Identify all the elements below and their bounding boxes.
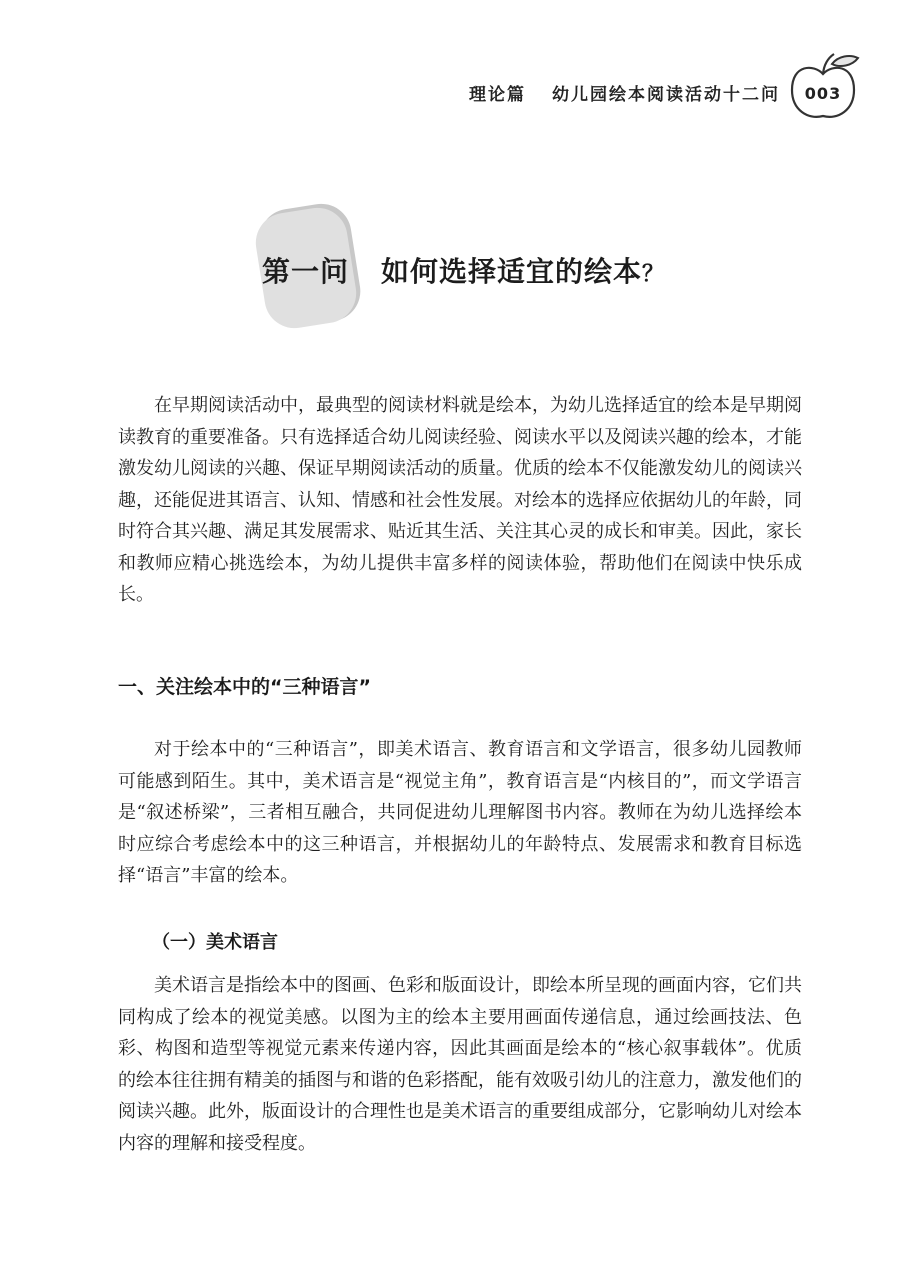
page-number: 003 <box>804 84 842 103</box>
chapter-number: 第一问 <box>262 255 350 288</box>
intro-paragraph: 在早期阅读活动中，最典型的阅读材料就是绘本，为幼儿选择适宜的绘本是早期阅读教育的重要准备。只有选择适合幼儿阅读经验、阅读水平以及阅读兴趣的绘本，才能激发幼儿阅读的兴趣、保证早期阅读活动的质量。优质的绘本不仅能激发幼儿的阅读兴趣，还能促进其语言、认知、情感和社会性发展。对绘本的选择应依据幼儿的年龄，同时符合其兴趣、满足其发展需求、贴近其生活、关注其心灵的成长和审美。因此，家长和教师应精心挑选绘本，为幼儿提供丰富多样的阅读体验，帮助他们在阅读中快乐成长。 <box>118 395 802 605</box>
chapter-title-text: 如何选择适宜的绘本 <box>381 255 643 288</box>
chapter-question-mark: ？ <box>642 262 666 287</box>
chapter-heading <box>250 200 670 330</box>
chapter-title <box>262 250 665 290</box>
section-paragraph: 对于绘本中的“三种语言”，即美术语言、教育语言和文学语言，很多幼儿园教师可能感到陌生。其中，美术语言是“视觉主角”，教育语言是“内核目的”，而文学语言是“叙述桥梁”，三者相互融合，共同促进幼儿理解图书内容。教师在为幼儿选择绘本时应综合考虑绘本中的这三种语言，并根据幼儿的年龄特点、发展需求和教育目标选择“语言”丰富的绘本。 <box>118 739 802 886</box>
book-title: 幼儿园绘本阅读活动十二问 <box>552 85 780 105</box>
subsection-heading: （一）美术语言 <box>152 932 278 953</box>
running-header <box>469 80 780 105</box>
section-heading: 一、关注绘本中的“三种语言” <box>118 676 371 698</box>
part-label: 理论篇 <box>469 85 526 105</box>
art-language-paragraph: 美术语言是指绘本中的图画、色彩和版面设计，即绘本所呈现的画面内容，它们共同构成了绘本的视觉美感。以图为主的绘本主要用画面传递信息，通过绘画技法、色彩、构图和造型等视觉元素来传递内容，因此其画面是绘本的“核心叙事载体”。优质的绘本往往拥有精美的插图与和谐的色彩搭配，能有效吸引幼儿的注意力，激发他们的阅读兴趣。此外，版面设计的合理性也是美术语言的重要组成部分，它影响幼儿对绘本内容的理解和接受程度。 <box>118 975 802 1154</box>
